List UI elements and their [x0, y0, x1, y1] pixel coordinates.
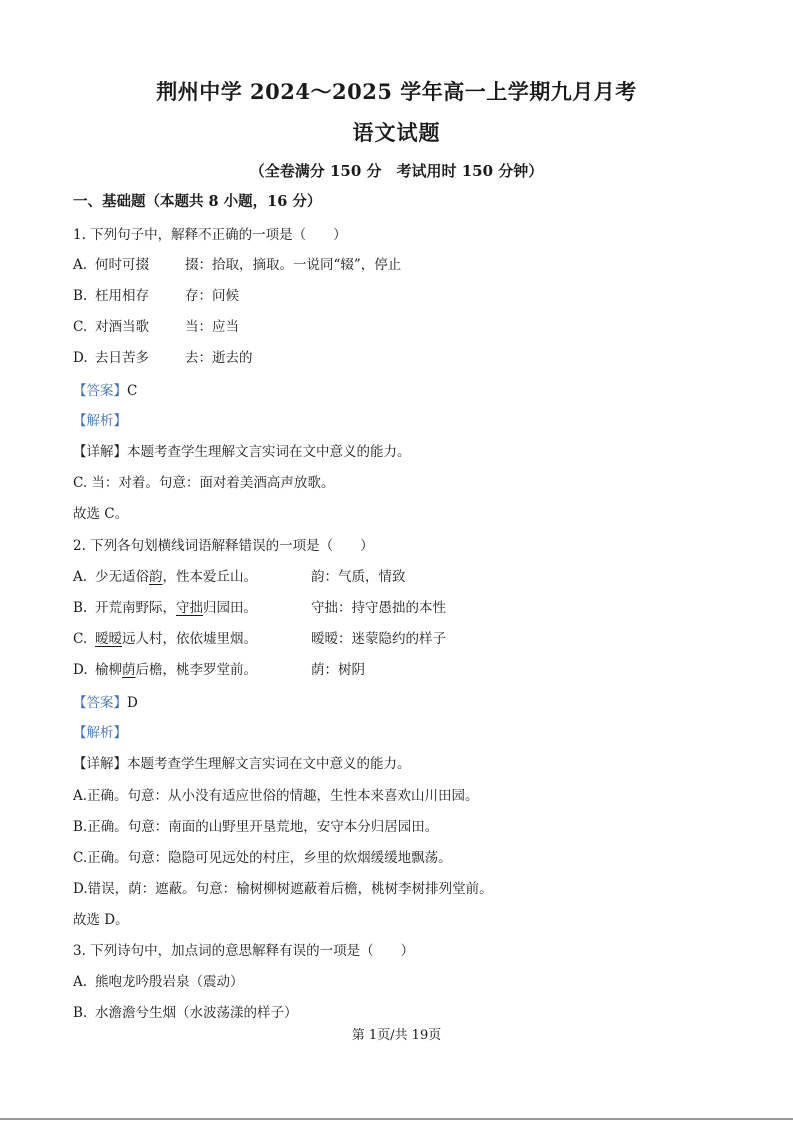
- section-heading: 一、基础题（本题共 8 小题，16 分）: [73, 193, 322, 210]
- underlined-word: 韵: [149, 569, 163, 585]
- q1-conclusion: 故选 C。: [73, 506, 129, 522]
- option-explanation: 存：问候: [185, 288, 239, 304]
- q1-option-d: [73, 349, 253, 367]
- q1-option-c: [73, 318, 239, 336]
- option-text: 熊咆龙吟殷岩泉（震动）: [95, 974, 244, 990]
- q2-option-a: [73, 568, 406, 586]
- underlined-word: 暧暧: [95, 631, 122, 647]
- option-label: B.: [73, 600, 88, 616]
- q2-explanation-d: D.错误，荫：遮蔽。句意：榆树柳树遮蔽着后檐，桃树李树排列堂前。: [73, 881, 493, 897]
- option-label: B.: [73, 288, 88, 304]
- q2-option-b: [73, 599, 446, 617]
- q1-analysis-tag: 【解析】: [73, 413, 127, 429]
- answer-tag: 【答案】: [73, 695, 127, 711]
- option-explanation: 当：应当: [185, 319, 239, 335]
- question-3-stem: 3. 下列诗句中，加点词的意思解释有误的一项是（ ）: [73, 943, 415, 959]
- q1-answer: [73, 382, 137, 400]
- q1-option-b: [73, 287, 239, 305]
- option-explanation: 掇：拾取，摘取。一说同“辍”，停止: [185, 257, 402, 273]
- q1-option-a: [73, 256, 401, 274]
- option-label: A.: [73, 257, 88, 273]
- option-label: A.: [73, 974, 88, 990]
- q2-explanation-c: C.正确。句意：隐隐可见远处的村庄，乡里的炊烟缓缓地飘荡。: [73, 850, 452, 866]
- option-text: 水澹澹兮生烟（水波荡漾的样子）: [95, 1005, 298, 1021]
- option-label: B.: [73, 1005, 88, 1021]
- option-label: D.: [73, 662, 88, 678]
- q2-explanation-a: A.正确。句意：从小没有适应世俗的情趣，生性本来喜欢山川田园。: [73, 788, 479, 804]
- q2-explanation-b: B.正确。句意：南面的山野里开垦荒地，安守本分归居园田。: [73, 819, 439, 835]
- option-explanation: 韵：气质，情致: [311, 569, 406, 585]
- option-explanation: 守拙：持守愚拙的本性: [311, 600, 446, 616]
- q3-option-b: [73, 1004, 298, 1022]
- answer-tag: 【答案】: [73, 383, 127, 399]
- option-sentence: 榆柳荫后檐，桃李罗堂前。: [95, 662, 257, 678]
- exam-title: 荆州中学 2024～2025 学年高一上学期九月月考: [156, 79, 637, 104]
- option-sentence: 开荒南野际，守拙归园田。: [95, 600, 257, 616]
- option-explanation: 荫：树阴: [311, 662, 365, 678]
- answer-value: C: [127, 383, 138, 399]
- q2-option-d: [73, 661, 365, 679]
- q2-option-c: [73, 630, 446, 648]
- exam-subtitle: 语文试题: [352, 120, 441, 145]
- option-sentence: 暧暧远人村，依依墟里烟。: [95, 631, 257, 647]
- page-bottom-divider: [0, 1118, 793, 1120]
- option-sentence: 少无适俗韵，性本爱丘山。: [95, 569, 257, 585]
- option-term: 去日苦多: [95, 350, 149, 366]
- q1-explanation: C. 当：对着。句意：面对着美酒高声放歌。: [73, 475, 335, 491]
- option-term: 枉用相存: [95, 288, 149, 304]
- q3-option-a: [73, 973, 244, 991]
- underlined-word: 守拙: [176, 600, 203, 616]
- exam-info: （全卷满分 150 分 考试用时 150 分钟）: [249, 162, 544, 180]
- option-explanation: 去：逝去的: [185, 350, 253, 366]
- question-2-stem: 2. 下列各句划横线词语解释错误的一项是（ ）: [73, 538, 374, 554]
- option-label: A.: [73, 569, 88, 585]
- option-explanation: 暧暧：迷蒙隐约的样子: [311, 631, 446, 647]
- page-number: 第 1页/共 19页: [351, 1028, 442, 1043]
- option-term: 何时可掇: [95, 257, 149, 273]
- option-label: D.: [73, 350, 88, 366]
- q1-detail: 【详解】本题考查学生理解文言实词在文中意义的能力。: [73, 444, 411, 460]
- q2-conclusion: 故选 D。: [73, 912, 129, 928]
- q2-analysis-tag: 【解析】: [73, 725, 127, 741]
- option-term: 对酒当歌: [95, 319, 149, 335]
- q2-answer: [73, 694, 138, 712]
- answer-value: D: [127, 695, 138, 711]
- question-1-stem: 1. 下列句子中，解释不正确的一项是（ ）: [73, 227, 347, 243]
- option-label: C.: [73, 631, 88, 647]
- underlined-word: 荫: [122, 662, 136, 678]
- q2-detail: 【详解】本题考查学生理解文言实词在文中意义的能力。: [73, 756, 411, 772]
- option-label: C.: [73, 319, 88, 335]
